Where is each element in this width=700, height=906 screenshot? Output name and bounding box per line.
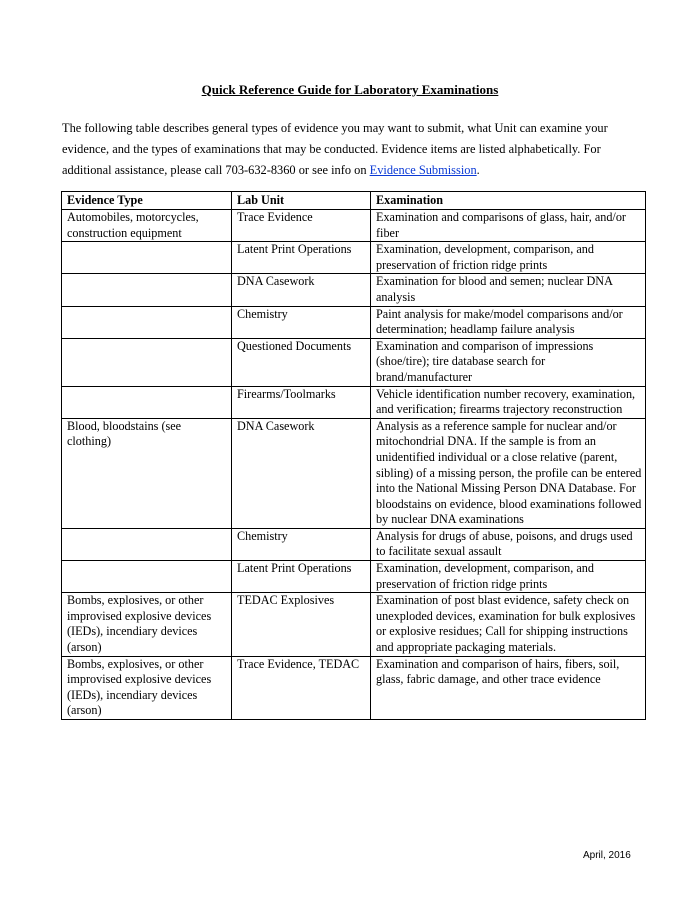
intro-text: The following table describes general types of evidence you may want to submit, what Unit can examine your evidence, and the types of examinations that may be conducted. Evidence items are listed alphabetically. For additional assistance, please call 703-632-8360 or see info on	[62, 121, 608, 177]
table-header-row	[62, 192, 646, 210]
header-lab-unit: Lab Unit	[232, 192, 371, 210]
intro-paragraph	[62, 118, 647, 181]
table-row	[62, 656, 646, 719]
evidence-cell	[62, 274, 232, 306]
evidence-cell	[62, 561, 232, 593]
examination-cell: Vehicle identification number recovery, examination, and verification; firearms trajectory reconstruction	[371, 386, 646, 418]
examination-cell: Paint analysis for make/model comparisons and/or determination; headlamp failure analysis	[371, 306, 646, 338]
evidence-cell	[62, 242, 232, 274]
table-row	[62, 210, 646, 242]
lab-unit-cell: DNA Casework	[232, 418, 371, 528]
evidence-cell	[62, 386, 232, 418]
page-title: Quick Reference Guide for Laboratory Examinations	[201, 82, 499, 97]
examination-cell: Examination, development, comparison, and preservation of friction ridge prints	[371, 561, 646, 593]
header-examination: Examination	[371, 192, 646, 210]
evidence-cell	[62, 306, 232, 338]
table-row	[62, 306, 646, 338]
table-row	[62, 418, 646, 528]
examination-cell: Examination and comparisons of glass, hair, and/or fiber	[371, 210, 646, 242]
lab-unit-cell: Latent Print Operations	[232, 561, 371, 593]
lab-unit-cell: DNA Casework	[232, 274, 371, 306]
lab-unit-cell: Trace Evidence	[232, 210, 371, 242]
header-evidence-type: Evidence Type	[62, 192, 232, 210]
evidence-submission-link[interactable]: Evidence Submission	[369, 163, 477, 177]
table-row	[62, 528, 646, 560]
lab-unit-cell: Questioned Documents	[232, 338, 371, 386]
examination-cell: Examination and comparison of hairs, fibers, soil, glass, fabric damage, and other trace evidence	[371, 656, 646, 719]
evidence-cell: Bombs, explosives, or other improvised explosive devices (IEDs), incendiary devices (arson)	[62, 656, 232, 719]
examination-cell: Analysis for drugs of abuse, poisons, and drugs used to facilitate sexual assault	[371, 528, 646, 560]
lab-unit-cell: TEDAC Explosives	[232, 593, 371, 656]
intro-end: .	[476, 163, 480, 177]
table-row	[62, 274, 646, 306]
table-row	[62, 338, 646, 386]
examination-cell: Analysis as a reference sample for nuclear and/or mitochondrial DNA. If the sample is from an unidentified individual or a close relative (parent, sibling) of a missing person, the profile can be entered into the National Missing Person DNA Database. For bloodstains on evidence, blood examinations followed by nuclear DNA examinations	[371, 418, 646, 528]
lab-unit-cell: Firearms/Toolmarks	[232, 386, 371, 418]
table-row	[62, 242, 646, 274]
examination-cell: Examination and comparison of impressions (shoe/tire); tire database search for brand/manufacturer	[371, 338, 646, 386]
evidence-cell	[62, 338, 232, 386]
lab-unit-cell: Chemistry	[232, 528, 371, 560]
table-row	[62, 386, 646, 418]
table-row	[62, 593, 646, 656]
examination-cell: Examination for blood and semen; nuclear DNA analysis	[371, 274, 646, 306]
footer-date: April, 2016	[583, 850, 631, 861]
table-row	[62, 561, 646, 593]
lab-unit-cell: Latent Print Operations	[232, 242, 371, 274]
lab-unit-cell: Trace Evidence, TEDAC	[232, 656, 371, 719]
examination-cell: Examination, development, comparison, and preservation of friction ridge prints	[371, 242, 646, 274]
examinations-table	[61, 191, 646, 720]
evidence-cell: Blood, bloodstains (see clothing)	[62, 418, 232, 528]
lab-unit-cell: Chemistry	[232, 306, 371, 338]
examination-cell: Examination of post blast evidence, safety check on unexploded devices, examination for bulk explosives or explosive residues; Call for shipping instructions and appropriate packaging materials.	[371, 593, 646, 656]
evidence-cell	[62, 528, 232, 560]
evidence-cell: Bombs, explosives, or other improvised explosive devices (IEDs), incendiary devices (arson)	[62, 593, 232, 656]
evidence-cell: Automobiles, motorcycles, construction equipment	[62, 210, 232, 242]
